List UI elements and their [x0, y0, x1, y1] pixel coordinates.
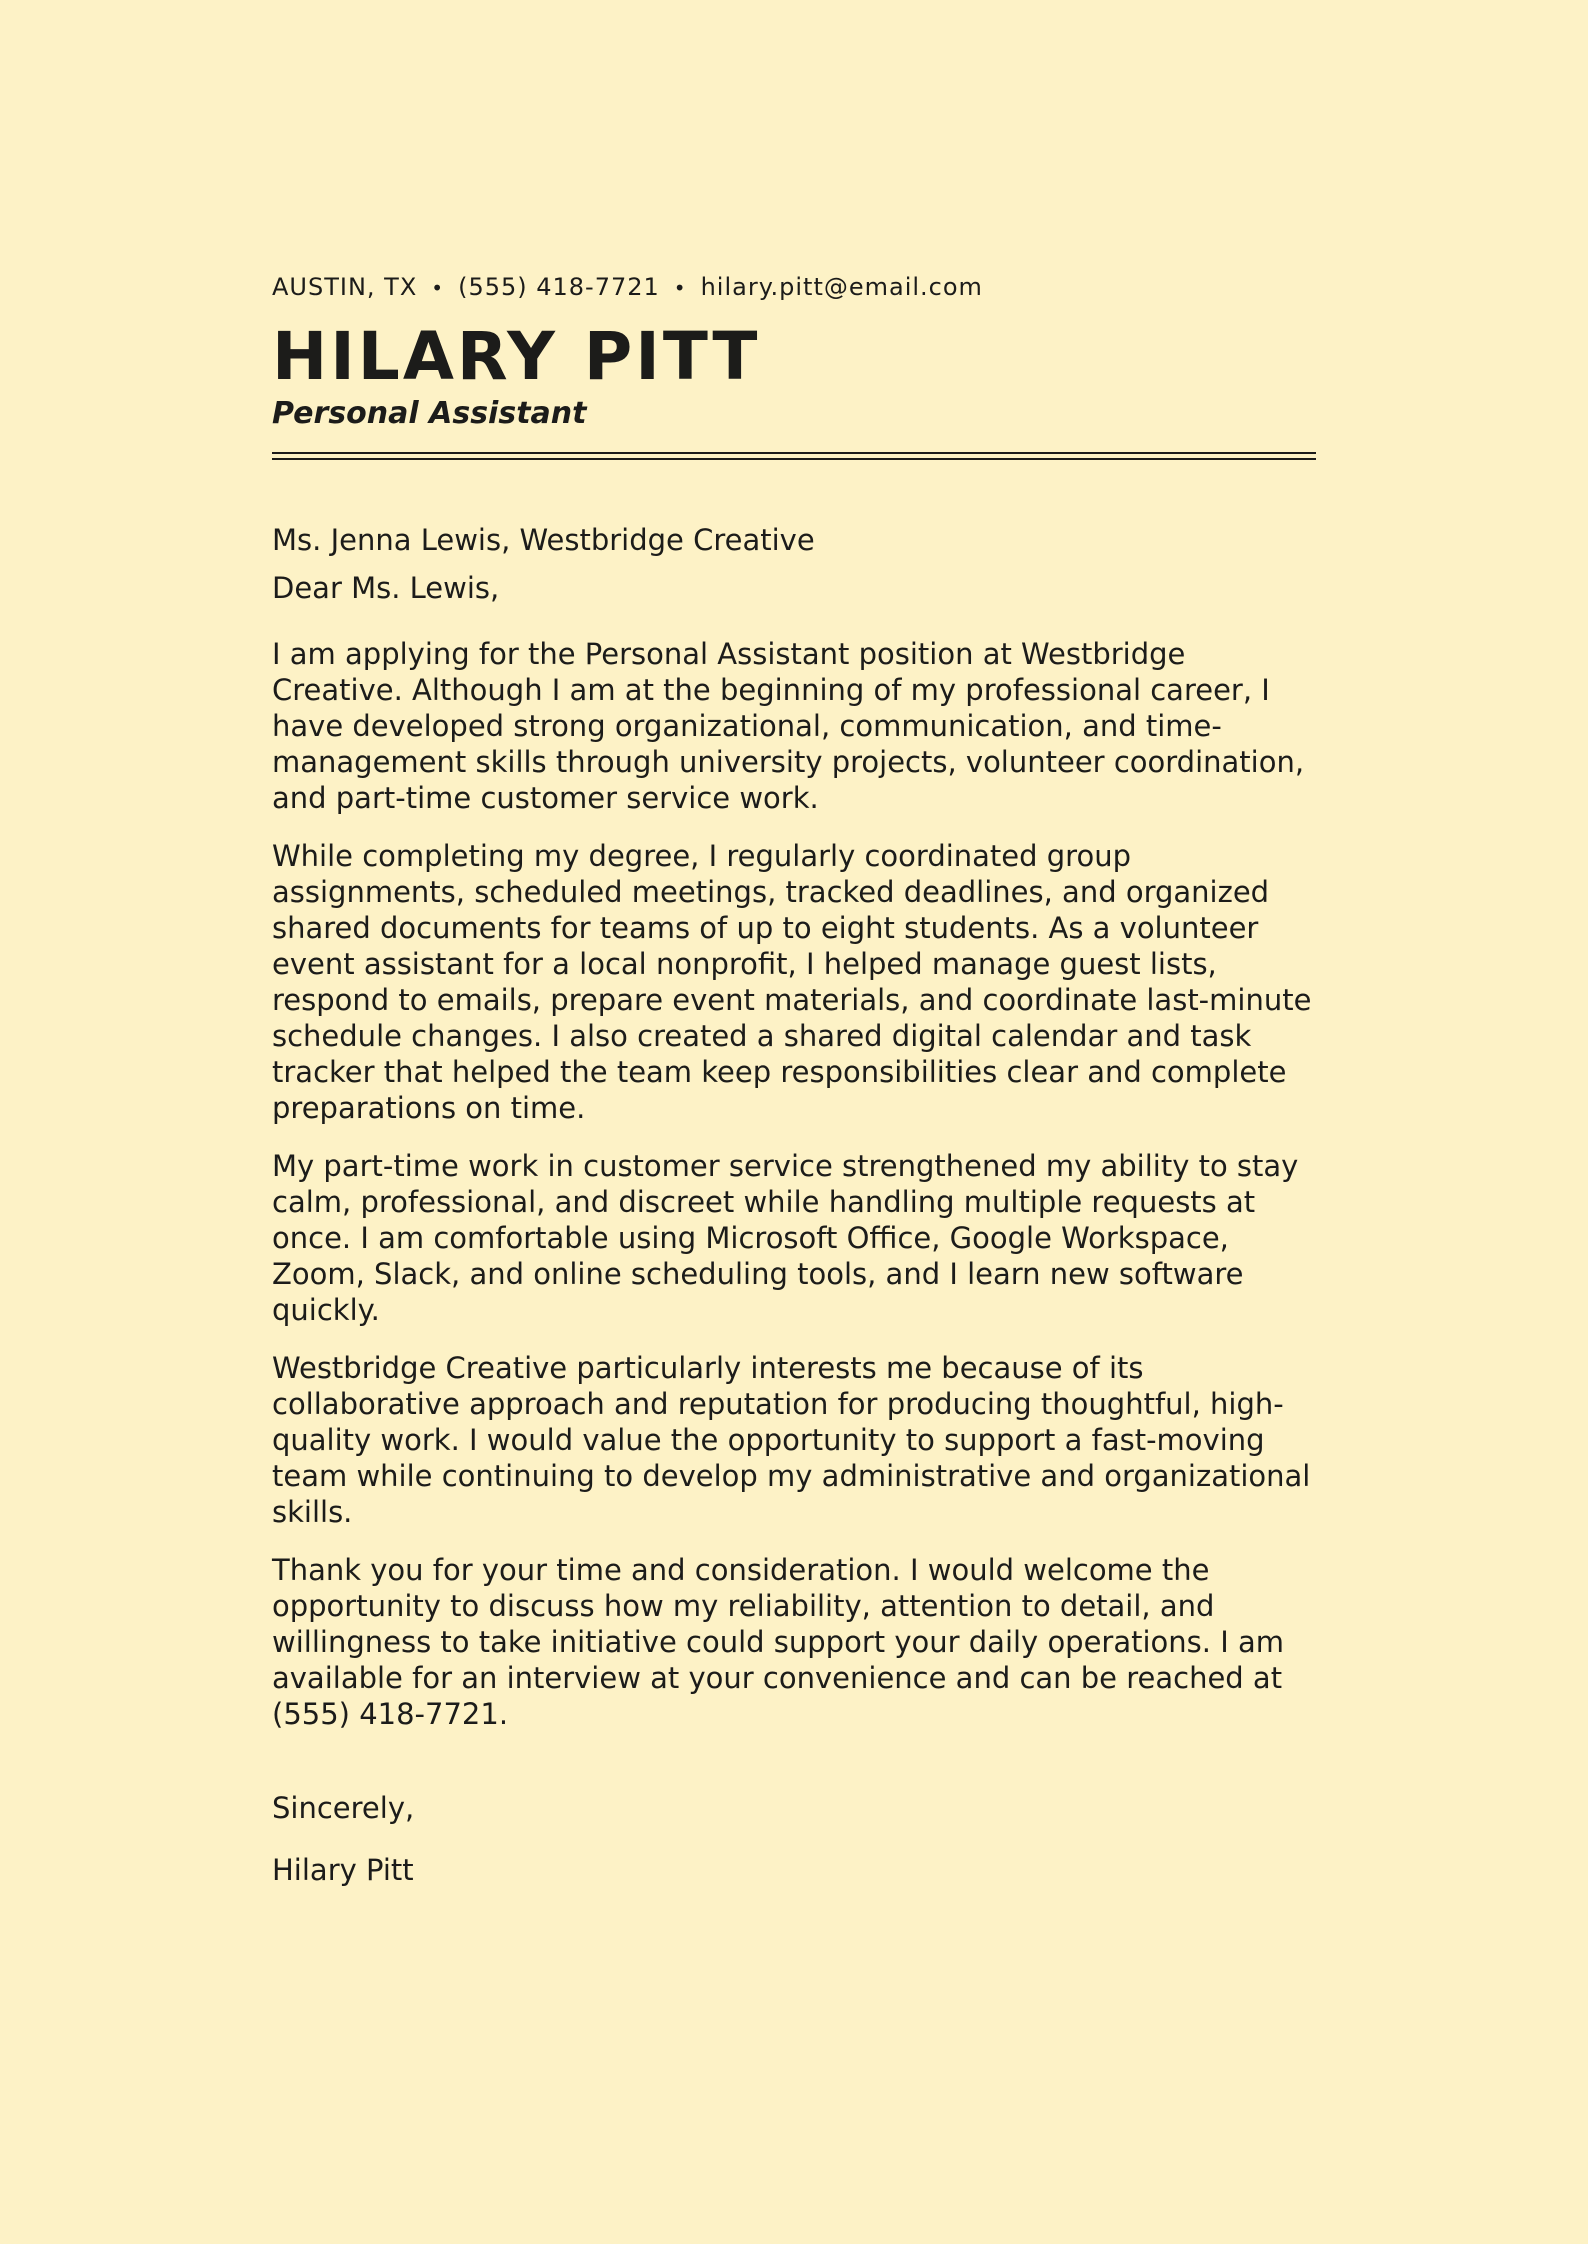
salutation: Dear Ms. Lewis, [272, 571, 500, 605]
body-paragraph: My part-time work in customer service strengthened my ability to stay calm, professional, and discreet while handling multiple requests at once. I am comfortable using Microsoft Office, Google Workspace, Zoom, Slack, and online scheduling tools, and I learn new software quickly. [272, 1149, 1299, 1327]
contact-separator: • [673, 276, 687, 300]
closing: Sincerely, [272, 1791, 415, 1825]
contact-separator: • [431, 276, 445, 300]
letter-body [272, 636, 1316, 1732]
contact-city: AUSTIN, TX [272, 273, 418, 301]
applicant-job-title: Personal Assistant [272, 396, 587, 431]
applicant-name: HILARY PITT [272, 318, 761, 395]
recipient-line: Ms. Jenna Lewis, Westbridge Creative [272, 523, 815, 557]
letter-content [272, 270, 1316, 1888]
body-paragraph: I am applying for the Personal Assistant position at Westbridge Creative. Although I am at the beginning of my professional career, I have developed strong organizational, communication, and time-management skills through university projects, volunteer coordination, and part-time customer service work. [272, 637, 1305, 815]
body-paragraph: Westbridge Creative particularly interests me because of its collaborative approach and reputation for producing thoughtful, high-quality work. I would value the opportunity to support a fast-moving team while continuing to develop my administrative and organizational skills. [272, 1351, 1311, 1529]
header-divider [272, 452, 1316, 460]
contact-phone: (555) 418-7721 [458, 273, 660, 301]
contact-email: hilary.pitt@email.com [700, 273, 983, 301]
body-paragraph: While completing my degree, I regularly coordinated group assignments, scheduled meetings, tracked deadlines, and organized shared documents for teams of up to eight students. As a volunteer event assistant for a local nonprofit, I helped manage guest lists, respond to emails, prepare event materials, and coordinate last-minute schedule changes. I also created a shared digital calendar and task tracker that helped the team keep responsibilities clear and complete preparations on time. [272, 839, 1312, 1125]
contact-line [272, 270, 1316, 304]
signature-name: Hilary Pitt [272, 1853, 414, 1887]
body-paragraph: Thank you for your time and consideration. I would welcome the opportunity to discuss how my reliability, attention to detail, and willingness to take initiative could support your daily operations. I am available for an interview at your convenience and can be reached at (555) 418-7721. [272, 1553, 1285, 1731]
